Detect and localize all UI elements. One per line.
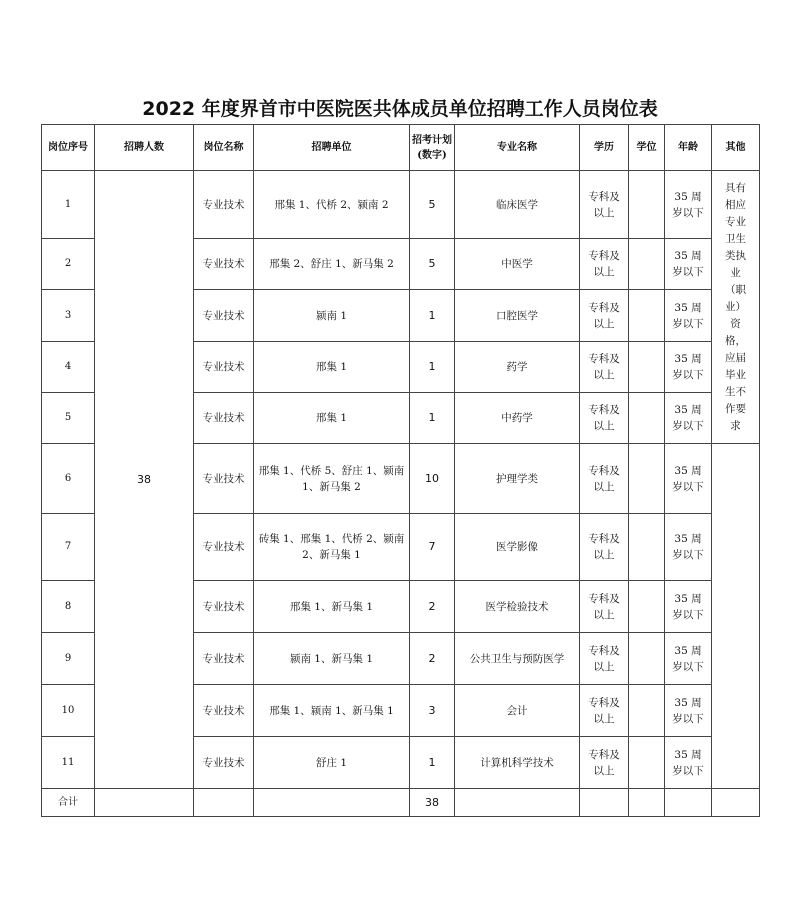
row-position: 专业技术 xyxy=(194,171,254,239)
header-age: 年龄 xyxy=(665,125,712,171)
total-blank xyxy=(580,789,629,817)
total-blank xyxy=(95,789,194,817)
row-education: 专科及以上 xyxy=(580,581,629,633)
row-seq: 4 xyxy=(42,342,95,393)
row-degree xyxy=(629,581,665,633)
row-education: 专科及以上 xyxy=(580,239,629,290)
row-age: 35 周岁以下 xyxy=(665,514,712,581)
row-degree xyxy=(629,514,665,581)
row-unit: 邢集 1 xyxy=(254,393,410,444)
row-position: 专业技术 xyxy=(194,342,254,393)
row-major: 药学 xyxy=(455,342,580,393)
header-position-name: 岗位名称 xyxy=(194,125,254,171)
row-major: 会计 xyxy=(455,685,580,737)
row-plan: 10 xyxy=(410,444,455,514)
header-unit: 招聘单位 xyxy=(254,125,410,171)
header-major: 专业名称 xyxy=(455,125,580,171)
row-major: 口腔医学 xyxy=(455,290,580,342)
row-age: 35 周岁以下 xyxy=(665,342,712,393)
row-degree xyxy=(629,685,665,737)
row-plan: 1 xyxy=(410,290,455,342)
row-major: 公共卫生与预防医学 xyxy=(455,633,580,685)
total-blank xyxy=(254,789,410,817)
row-seq: 11 xyxy=(42,737,95,789)
row-degree xyxy=(629,171,665,239)
header-recruit-count: 招聘人数 xyxy=(95,125,194,171)
total-blank xyxy=(712,789,760,817)
row-plan: 5 xyxy=(410,171,455,239)
row-degree xyxy=(629,393,665,444)
row-education: 专科及以上 xyxy=(580,290,629,342)
row-position: 专业技术 xyxy=(194,737,254,789)
row-age: 35 周岁以下 xyxy=(665,633,712,685)
row-degree xyxy=(629,342,665,393)
row-degree xyxy=(629,444,665,514)
row-plan: 2 xyxy=(410,581,455,633)
row-major: 临床医学 xyxy=(455,171,580,239)
row-degree xyxy=(629,239,665,290)
row-position: 专业技术 xyxy=(194,239,254,290)
row-unit: 舒庄 1 xyxy=(254,737,410,789)
row-unit: 邢集 2、舒庄 1、新马集 2 xyxy=(254,239,410,290)
row-major: 中药学 xyxy=(455,393,580,444)
row-position: 专业技术 xyxy=(194,393,254,444)
row-position: 专业技术 xyxy=(194,685,254,737)
total-blank xyxy=(455,789,580,817)
total-label: 合计 xyxy=(42,789,95,817)
header-education: 学历 xyxy=(580,125,629,171)
page-title: 2022 年度界首市中医院医共体成员单位招聘工作人员岗位表 xyxy=(142,98,658,120)
row-seq: 8 xyxy=(42,581,95,633)
row-age: 35 周岁以下 xyxy=(665,581,712,633)
recruit-total: 38 xyxy=(95,171,194,789)
row-major: 护理学类 xyxy=(455,444,580,514)
row-major: 计算机科学技术 xyxy=(455,737,580,789)
row-age: 35 周岁以下 xyxy=(665,393,712,444)
row-position: 专业技术 xyxy=(194,290,254,342)
row-plan: 1 xyxy=(410,737,455,789)
header-row xyxy=(42,125,760,171)
row-plan: 1 xyxy=(410,342,455,393)
row-seq: 5 xyxy=(42,393,95,444)
row-unit: 砖集 1、邢集 1、代桥 2、颍南 2、新马集 1 xyxy=(254,514,410,581)
row-plan: 5 xyxy=(410,239,455,290)
total-blank xyxy=(194,789,254,817)
header-seq: 岗位序号 xyxy=(42,125,95,171)
row-unit: 颍南 1 xyxy=(254,290,410,342)
row-age: 35 周岁以下 xyxy=(665,239,712,290)
row-unit: 邢集 1、代桥 5、舒庄 1、颍南 1、新马集 2 xyxy=(254,444,410,514)
total-plan: 38 xyxy=(410,789,455,817)
row-major: 医学影像 xyxy=(455,514,580,581)
row-education: 专科及以上 xyxy=(580,171,629,239)
table-row xyxy=(42,171,760,239)
row-age: 35 周岁以下 xyxy=(665,171,712,239)
row-unit: 邢集 1、颍南 1、新马集 1 xyxy=(254,685,410,737)
row-education: 专科及以上 xyxy=(580,342,629,393)
row-plan: 2 xyxy=(410,633,455,685)
row-seq: 1 xyxy=(42,171,95,239)
row-position: 专业技术 xyxy=(194,633,254,685)
row-age: 35 周岁以下 xyxy=(665,444,712,514)
row-unit: 邢集 1、代桥 2、颍南 2 xyxy=(254,171,410,239)
row-seq: 3 xyxy=(42,290,95,342)
other-requirement: 具有相应专业卫生类执业（职业）资格，应届毕业生不作要求 xyxy=(712,171,760,444)
row-seq: 9 xyxy=(42,633,95,685)
row-degree xyxy=(629,633,665,685)
row-education: 专科及以上 xyxy=(580,514,629,581)
row-education: 专科及以上 xyxy=(580,737,629,789)
total-blank xyxy=(629,789,665,817)
other-blank xyxy=(712,444,760,789)
row-education: 专科及以上 xyxy=(580,393,629,444)
position-table xyxy=(41,124,760,817)
header-degree: 学位 xyxy=(629,125,665,171)
row-position: 专业技术 xyxy=(194,514,254,581)
total-row xyxy=(42,789,760,817)
row-major: 医学检验技术 xyxy=(455,581,580,633)
row-degree xyxy=(629,290,665,342)
row-unit: 邢集 1、新马集 1 xyxy=(254,581,410,633)
row-unit: 颍南 1、新马集 1 xyxy=(254,633,410,685)
row-education: 专科及以上 xyxy=(580,685,629,737)
row-plan: 7 xyxy=(410,514,455,581)
row-major: 中医学 xyxy=(455,239,580,290)
row-position: 专业技术 xyxy=(194,444,254,514)
row-seq: 6 xyxy=(42,444,95,514)
row-degree xyxy=(629,737,665,789)
row-education: 专科及以上 xyxy=(580,444,629,514)
row-plan: 3 xyxy=(410,685,455,737)
row-age: 35 周岁以下 xyxy=(665,737,712,789)
header-other: 其他 xyxy=(712,125,760,171)
row-seq: 10 xyxy=(42,685,95,737)
row-position: 专业技术 xyxy=(194,581,254,633)
row-unit: 邢集 1 xyxy=(254,342,410,393)
row-education: 专科及以上 xyxy=(580,633,629,685)
row-age: 35 周岁以下 xyxy=(665,290,712,342)
header-plan: 招考计划(数字) xyxy=(410,125,455,171)
row-seq: 7 xyxy=(42,514,95,581)
total-blank xyxy=(665,789,712,817)
row-seq: 2 xyxy=(42,239,95,290)
row-plan: 1 xyxy=(410,393,455,444)
row-age: 35 周岁以下 xyxy=(665,685,712,737)
